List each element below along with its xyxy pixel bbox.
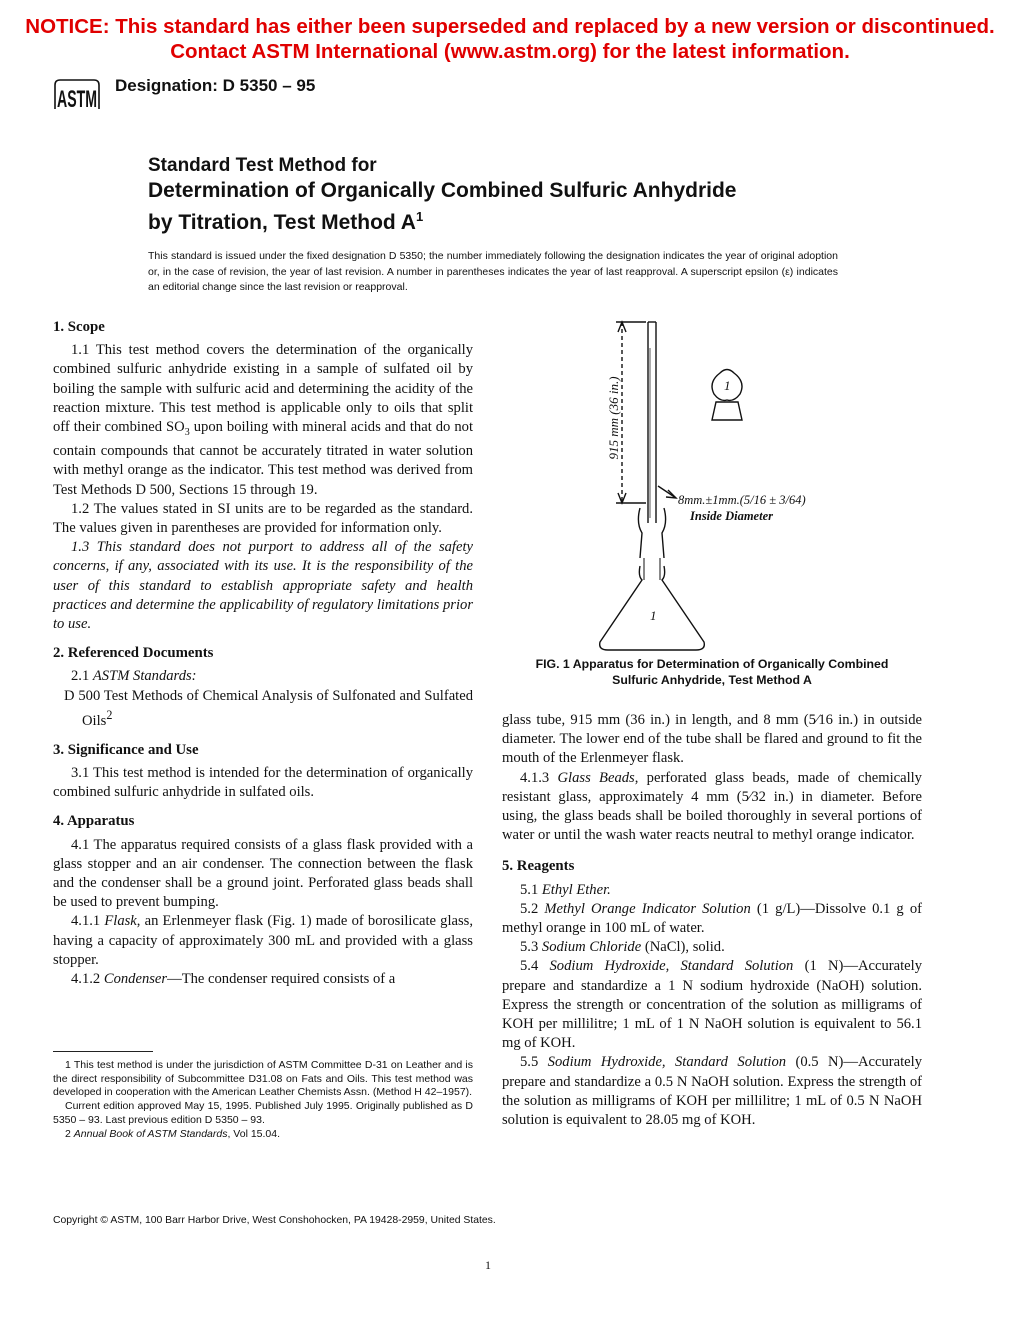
paragraph-3-1: 3.1 This test method is intended for the determination of organically combined sulfuric anhydride in sulfated oils.: [53, 765, 473, 801]
diameter-label: 8mm.±1mm.(5/16 ± 3/64): [678, 493, 806, 507]
designation: Designation: D 5350 – 95: [115, 76, 316, 95]
copyright-line: Copyright © ASTM, 100 Barr Harbor Drive, West Conshohocken, PA 19428-2959, United States.: [53, 1215, 496, 1226]
inside-diameter-label: Inside Diameter: [690, 509, 773, 523]
stopper-number: 1: [724, 378, 731, 393]
title-line-2: Determination of Organically Combined Sulfuric Anhydride: [148, 179, 737, 202]
footnote-1: 1 This test method is under the jurisdiction of ASTM Committee D-31 on Leather and is the direct responsibility of Subcommittee D31.08 on Fats and Oils. This test method was developed in cooperation with the American Leather Chemists Assn. (Method H 42–1957).: [53, 1059, 473, 1099]
title-footnote-mark: 1: [415, 209, 424, 224]
issuance-statement: This standard is issued under the fixed designation D 5350; the number immediately following the designation indicates the year of original adoption or, in the case of revision, the year of last revision. A number in parentheses indicates the year of last reapproval. A superscript epsilon (ε) indicates an editorial change since the last revision or reapproval.: [148, 250, 838, 293]
astm-logo: [52, 77, 102, 117]
paragraph-1-1: 1.1 This test method covers the determination of the organically combined sulfuric anhydride existing in a sample of sulfated oil by boiling the sample with sulfuric acid and determining the acidity of the reaction mixture. This test method is applicable only to oils that split off their combined $SO_3$ upon boiling with mineral acids and that do not contain compounds that cannot be accurately titrated in water solution with methyl orange as the indicator. This test method was derived from Test Methods D 500, Sections 15 through 19.: [53, 342, 473, 498]
paragraph-5-1: 5.1 Ethyl Ether.: [520, 881, 611, 898]
caption-line-1: FIG. 1 Apparatus for Determination of Organically Combined: [535, 657, 889, 671]
right-column: [502, 711, 922, 1130]
paragraph-4-1: 4.1 The apparatus required consists of a glass flask provided with a glass stopper and an air condenser. The connection between the flask and the condenser shall be a ground joint. Perforated glass beads shall be used to prevent bumping.: [53, 836, 473, 911]
section-heading-significance: 3. Significance and Use: [53, 741, 199, 758]
section-heading-scope: 1. Scope: [53, 319, 105, 335]
paragraph-5-4: 5.4 Sodium Hydroxide, Standard Solution (1 N)—Accurately prepare and standardize a 1 N sodium hydroxide (NaOH) solution. Express the strength or concentration of the solution as milligrams of KOH per millilitre; 1 mL of 1 N NaOH solution is equivalent to 56.1 mg of KOH.: [502, 958, 922, 1052]
paragraph-1-3: 1.3 This standard does not purport to address all of the safety concerns, if any, associated with its use. It is the responsibility of the user of this standard to establish appropriate safety and health practices and determine the applicability of regulatory limitations prior to use.: [53, 539, 473, 632]
title-line-1: Standard Test Method for: [148, 155, 377, 176]
paragraph-2-1: 2.1 ASTM Standards:: [71, 668, 197, 685]
flask-number: 1: [650, 608, 657, 623]
paragraph-4-1-2-continued: glass tube, 915 mm (36 in.) in length, and 8 mm (5⁄16 in.) in outside diameter. The lower end of the tube shall be flared and ground to fit the mouth of the Erlenmeyer flask.: [502, 712, 922, 767]
paragraph-4-1-1: 4.1.1 Flask, an Erlenmeyer flask (Fig. 1) made of borosilicate glass, having a capacity of approximately 300 mL and provided with a glass stopper.: [53, 913, 473, 968]
section-heading-reagents: 5. Reagents: [502, 858, 575, 875]
document-title: [148, 154, 736, 236]
page-number: 1: [485, 1258, 491, 1272]
referenced-d500: D 500 Test Methods of Chemical Analysis of Sulfonated and Sulfated Oils$^2$: [64, 687, 473, 729]
apparatus-figure: [580, 318, 940, 658]
paragraph-4-1-2: 4.1.2 Condenser—The condenser required consists of a: [71, 971, 396, 988]
tube-length-label: 915 mm (36 in.): [606, 376, 621, 460]
paragraph-5-5: 5.5 Sodium Hydroxide, Standard Solution (0.5 N)—Accurately prepare and standardize a 0.5 N NaOH solution. Express the strength of the solution as milligrams of KOH per millilitre; 1 mL of 0.5 N NaOH solution is equivalent to 28.05 mg of KOH.: [502, 1054, 922, 1129]
logo-text: ASTM: [57, 86, 97, 113]
section-heading-referenced-documents: 2. Referenced Documents: [53, 645, 214, 662]
notice-line-2: Contact ASTM International (www.astm.org) for the latest information.: [170, 40, 850, 63]
paragraph-4-1-3: 4.1.3 Glass Beads, perforated glass beads, made of chemically resistant glass, approximately 4 mm (5⁄32 in.) in diameter. Before using, the glass beads shall be boiled thoroughly in several portions of water or until the wash water reacts neutral to methyl orange indicator.: [502, 769, 922, 844]
caption-line-2: Sulfuric Anhydride, Test Method A: [612, 673, 812, 687]
left-column: [53, 318, 473, 989]
section-heading-apparatus: 4. Apparatus: [53, 813, 135, 830]
footnotes: [53, 1059, 473, 1141]
figure-caption: [502, 656, 922, 688]
title-line-3: by Titration, Test Method $A^1$: [148, 209, 424, 234]
footnote-1-edition: Current edition approved May 15, 1995. Published July 1995. Originally published as D 5350 – 93. Last previous edition D 5350 – 93.: [53, 1100, 473, 1126]
paragraph-5-3: 5.3 Sodium Chloride (NaCl), solid.: [520, 939, 725, 956]
paragraph-1-2: 1.2 The values stated in SI units are to be regarded as the standard. The values given in parentheses are provided for information only.: [53, 500, 473, 536]
footnote-divider: [53, 1051, 153, 1052]
footnote-2: 2 Annual Book of ASTM Standards, Vol 15.04.: [65, 1127, 281, 1140]
notice-line-1: NOTICE: This standard has either been superseded and replaced by a new version or discontinued.: [25, 15, 995, 38]
supersession-notice: [0, 14, 1020, 64]
paragraph-5-2: 5.2 Methyl Orange Indicator Solution (1 g/L)—Dissolve 0.1 g of methyl orange in 100 mL of water.: [502, 900, 922, 937]
